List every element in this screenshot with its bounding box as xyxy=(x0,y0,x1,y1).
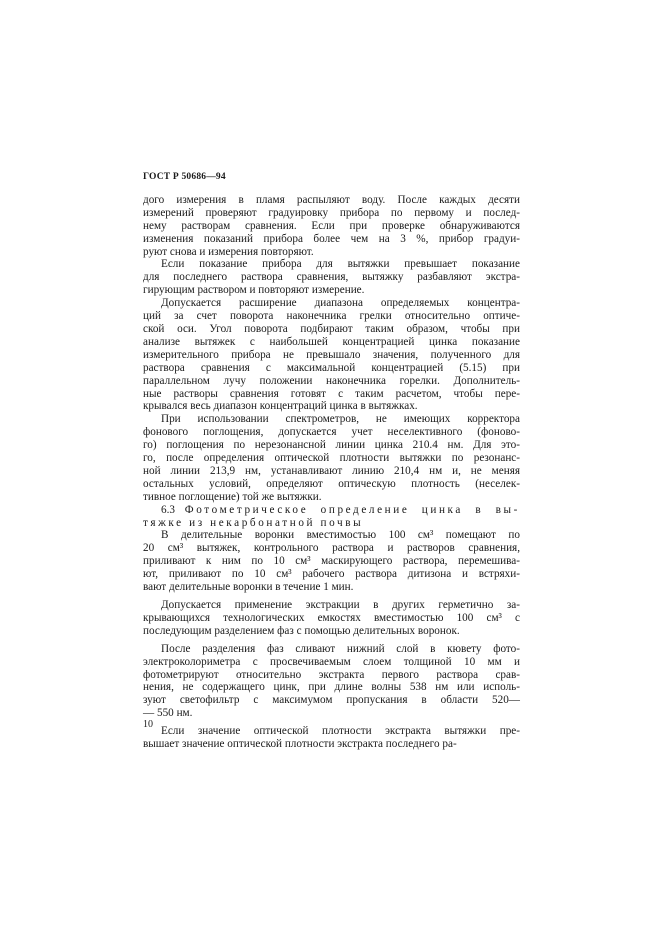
text-line: нения, не содержащего цинк, при длине волны 538 нм или исполь- xyxy=(143,681,520,694)
text-line: измерений проверяют градуировку прибора по первому и послед- xyxy=(143,206,520,219)
text-line: фонового поглощения, допускается учет неселективного (фоново- xyxy=(143,426,520,439)
section-number: 6.3 xyxy=(161,503,175,516)
text-line: последующим разделением фаз с помощью делительных воронок. xyxy=(143,624,460,637)
text-line: раствора сравнения с максимальной концентрацией (5.15) при xyxy=(143,361,520,374)
text-line: ций за счет поворота наконечника грелки относительно оптиче- xyxy=(143,310,520,323)
text-line: крывающихся технологических емкостях вместимостью 100 см³ с xyxy=(143,611,520,624)
text-line: электроколориметра с просвечиваемым слоем толщиной 10 мм и xyxy=(143,655,520,668)
text-line: — 550 нм. xyxy=(143,707,193,720)
text-line: гирующим раствором и повторяют измерение. xyxy=(143,284,365,297)
text-line: Допускается применение экстракции в других герметично за- xyxy=(161,599,520,611)
text-line: параллельном лучу положении наконечника горелки. Дополнитель- xyxy=(143,374,520,387)
paragraph xyxy=(143,643,520,720)
text-line: ской оси. Угол поворота подбирают таким образом, чтобы при xyxy=(143,322,520,335)
paragraph xyxy=(143,413,520,503)
body-text-part2 xyxy=(143,529,520,751)
text-line: дого измерения в пламя распыляют воду. После каждых десяти xyxy=(143,193,520,206)
paragraph xyxy=(143,529,520,594)
section-heading-line1 xyxy=(143,504,520,517)
paragraph xyxy=(143,258,520,297)
text-line: В делительные воронки вместимостью 100 см³ помещают по xyxy=(161,529,520,542)
text-line: нему растворам сравнения. Если при проверке обнаруживаются xyxy=(143,219,520,232)
document-page xyxy=(143,171,520,751)
text-line: зуют светофильтр с максимумом пропускания в области 520— xyxy=(143,694,520,707)
text-line: вают делительные воронки в течение 1 мин. xyxy=(143,581,354,594)
text-line: го) поглощения по нерезонансной линии цинка 210.4 нм. Для это- xyxy=(143,439,520,452)
section-title-line1: Фотометрическое определение цинка в вы- xyxy=(184,503,521,516)
text-line: Допускается расширение диапазона определяемых концентра- xyxy=(161,297,520,310)
text-line: При использовании спектрометров, не имеющих корректора xyxy=(161,413,520,426)
page-number: 10 xyxy=(143,719,153,730)
text-line: изменения показаний прибора более чем на 3 %, прибор градуи- xyxy=(143,232,520,245)
document-header: ГОСТ Р 50686—94 xyxy=(143,172,226,182)
text-line: остальных условий, определяют оптическую плотность (неселек- xyxy=(143,477,520,490)
text-line: го, после определения оптической плотности вытяжки по резонанс- xyxy=(143,452,520,465)
text-line: фотометрируют относительно экстракта первого раствора срав- xyxy=(143,668,520,681)
text-line: анализе вытяжек с наибольшей концентрацией цинка показание xyxy=(143,335,520,348)
text-line: приливают к ним по 10 см³ маскирующего раствора, перемешива- xyxy=(143,555,520,568)
text-line: крывался весь диапазон концентраций цинка в вытяжках. xyxy=(143,400,418,413)
paragraph xyxy=(143,599,520,638)
text-line: вышает значение оптической плотности экстракта последнего ра- xyxy=(143,738,457,751)
section-heading xyxy=(143,504,520,530)
body-text-part1 xyxy=(143,194,520,504)
text-line: тивное поглощение) той же вытяжки. xyxy=(143,490,322,503)
text-line: После разделения фаз сливают нижний слой в кювету фото- xyxy=(161,642,520,655)
text-line: для последнего раствора сравнения, вытяжку разбавляют экстра- xyxy=(143,271,520,284)
text-line: 20 см³ вытяжек, контрольного раствора и растворов сравнения, xyxy=(143,542,520,555)
text-line: ют, приливают по 10 см³ рабочего раствора дитизона и встряхи- xyxy=(143,568,520,581)
text-line: ные растворы сравнения готовят с таким расчетом, чтобы пере- xyxy=(143,387,520,400)
text-line: ной линии 213,9 нм, устанавливают линию 210,4 нм и, не меняя xyxy=(143,464,520,477)
text-line: Если показание прибора для вытяжки превышает показание xyxy=(161,258,520,271)
paragraph xyxy=(143,297,520,413)
text-line: руют снова и измерения повторяют. xyxy=(143,245,314,258)
text-line: измерительного прибора не превышало значения, полученного для xyxy=(143,348,520,361)
paragraph xyxy=(143,194,520,259)
section-heading-line2: тяжке из некарбонатной почвы xyxy=(143,516,364,529)
text-line: Если значение оптической плотности экстракта вытяжки пре- xyxy=(161,725,520,738)
paragraph xyxy=(143,725,520,751)
